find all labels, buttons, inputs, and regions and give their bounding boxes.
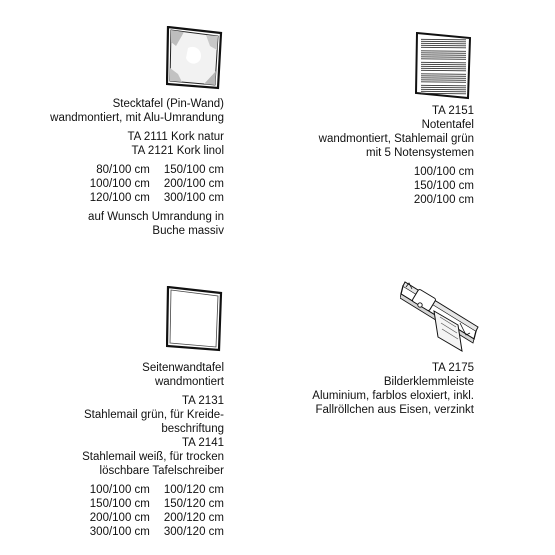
staff-line — [421, 66, 466, 67]
music-board-description — [319, 104, 474, 207]
wall-board-illustration — [166, 286, 224, 352]
clip-rail-material: Aluminium, farblos eloxiert, inkl. — [312, 390, 474, 402]
pinboard-note: Buche massiv — [152, 225, 224, 237]
staff-line — [421, 87, 466, 88]
size-value: 120/100 cm — [89, 192, 150, 204]
wall-board-mounting: wandmontiert — [154, 376, 224, 388]
size-value: 150/100 cm — [89, 498, 150, 510]
pinboard-variant-ta2111: TA 2111 Kork natur — [127, 131, 224, 143]
staff-line — [421, 47, 466, 48]
staff-line — [421, 43, 466, 44]
staff-line — [421, 53, 466, 54]
wall-board-variant-text: löschbare Tafelschreiber — [99, 465, 224, 477]
music-staff-board-illustration — [415, 32, 473, 100]
size-value: 300/100 cm — [89, 526, 150, 538]
music-board-title: Notentafel — [421, 119, 474, 131]
size-value: 200/100 cm — [413, 194, 474, 206]
pinboard-illustration — [166, 26, 224, 90]
size-value: 100/120 cm — [163, 484, 224, 496]
size-value: 100/100 cm — [413, 166, 474, 178]
clip-rail-code: TA 2175 — [432, 362, 474, 374]
size-value: 150/100 cm — [163, 164, 224, 176]
wall-board-size-list — [82, 483, 224, 539]
pinboard-title: Stecktafel (Pin-Wand) — [112, 98, 224, 110]
staff-line — [421, 57, 466, 58]
music-board-staffs: mit 5 Notensystemen — [365, 147, 474, 159]
staff-line — [421, 74, 466, 75]
pinboard-description — [50, 97, 224, 238]
wall-board-title: Seitenwandtafel — [142, 362, 224, 374]
staff-line — [421, 93, 466, 94]
pinboard-note: auf Wunsch Umrandung in — [88, 211, 224, 223]
size-value: 200/100 cm — [163, 178, 224, 190]
size-value: 80/100 cm — [96, 164, 150, 176]
staff-line — [421, 64, 466, 65]
size-value: 100/100 cm — [89, 178, 150, 190]
staff-line — [421, 80, 466, 81]
size-value: 150/120 cm — [163, 498, 224, 510]
staff-line — [421, 62, 466, 63]
pinboard-size-list — [50, 163, 224, 205]
staff-line — [421, 41, 466, 42]
wall-board-variant-text: beschriftung — [161, 423, 224, 435]
music-board-material: wandmontiert, Stahlemail grün — [318, 133, 474, 145]
clip-rail-rollers: Fallröllchen aus Eisen, verzinkt — [315, 404, 474, 416]
picture-clip-rail-illustration — [400, 281, 480, 357]
pinboard-variant-ta2121: TA 2121 Kork linol — [131, 145, 224, 157]
music-board-code: TA 2151 — [432, 105, 474, 117]
staff-line — [421, 76, 466, 77]
staff-line — [421, 78, 466, 79]
clip-rail-title: Bilderklemmleiste — [383, 376, 474, 388]
wall-board-description — [82, 361, 224, 539]
size-value: 300/120 cm — [163, 526, 224, 538]
staff-line — [421, 89, 466, 90]
size-value: 200/100 cm — [89, 512, 150, 524]
staff-line — [421, 45, 466, 46]
staff-line — [421, 39, 466, 40]
staff-line — [421, 70, 466, 71]
size-value: 100/100 cm — [89, 484, 150, 496]
staff-line — [421, 59, 466, 60]
pinboard-mounting: wandmontiert, mit Alu-Umrandung — [50, 112, 224, 124]
wall-board-code-ta2131: TA 2131 — [182, 395, 224, 407]
wall-board-code-ta2141: TA 2141 — [182, 437, 224, 449]
staff-line — [421, 55, 466, 56]
size-value: 200/120 cm — [163, 512, 224, 524]
staff-line — [421, 68, 466, 69]
wall-board-variant-text: Stahlemail weiß, für trocken — [82, 451, 224, 463]
staff-line — [421, 51, 466, 52]
size-value: 150/100 cm — [413, 180, 474, 192]
clip-rail-description — [312, 361, 474, 417]
staff-line — [421, 85, 466, 86]
wall-board-variant-text: Stahlemail grün, für Kreide- — [84, 409, 224, 421]
staff-line — [421, 91, 466, 92]
staff-line — [421, 82, 466, 83]
size-value: 300/100 cm — [163, 192, 224, 204]
